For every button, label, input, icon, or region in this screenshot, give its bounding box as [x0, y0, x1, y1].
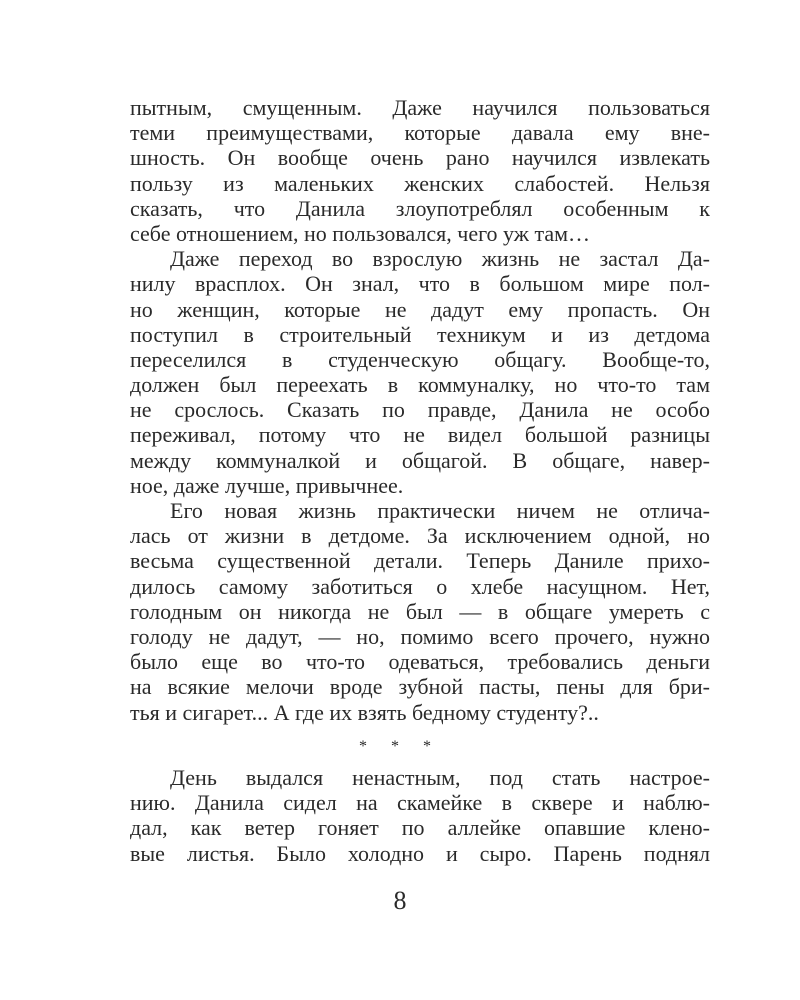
text-line: ное, даже лучше, привычнее. [130, 472, 404, 498]
text-block-main [130, 95, 710, 725]
text-line: себе отношением, но пользовался, чего уж там… [130, 220, 591, 246]
text-line: лась от жизни в детдоме. За исключением одной, но [130, 523, 710, 549]
text-line: весьма существенной детали. Теперь Даниле прихо- [130, 548, 710, 574]
text-line: переселился в студенческую общагу. Вообще-то, [130, 346, 710, 372]
text-line: поступил в строительный техникум и из детдома [130, 321, 710, 347]
text-line: пользу из маленьких женских слабостей. Нельзя [130, 170, 710, 196]
section-separator: * * * [359, 738, 441, 755]
text-line: сказать, что Данила злоупотреблял особенным к [130, 195, 710, 221]
text-line: теми преимуществами, которые давала ему вне- [130, 120, 710, 146]
text-line: переживал, потому что не видел большой разницы [130, 422, 710, 448]
text-line: на всякие мелочи вроде зубной пасты, пены для бри- [130, 674, 710, 700]
text-line: нию. Данила сидел на скамейке в сквере и наблю- [130, 790, 710, 816]
text-line: но женщин, которые не дадут ему пропасть. Он [130, 296, 710, 322]
text-line: должен был переехать в коммуналку, но что-то там [130, 372, 710, 398]
text-line: тья и сигарет... А где их взять бедному студенту?.. [130, 699, 599, 725]
text-line: между коммуналкой и общагой. В общаге, навер- [130, 447, 710, 473]
text-line: вые листья. Было холодно и сыро. Парень поднял [130, 840, 710, 866]
text-line: дал, как ветер гоняет по аллейке опавшие клено- [130, 815, 710, 841]
text-line: голоду не дадут, — но, помимо всего прочего, нужно [130, 623, 710, 649]
text-line: нилу врасплох. Он знал, что в большом мире пол- [130, 271, 710, 297]
text-line: пытным, смущенным. Даже научился пользоваться [130, 95, 710, 120]
text-line: голодным он никогда не был — в общаге умереть с [130, 598, 710, 624]
text-block-new-section [130, 765, 710, 866]
text-line: не срослось. Сказать по правде, Данила не особо [130, 397, 710, 423]
text-line: Его новая жизнь практически ничем не отлича- [170, 498, 710, 523]
text-line: Даже переход во взрослую жизнь не застал Да- [170, 246, 710, 272]
text-line: шность. Он вообще очень рано научился извлекать [130, 145, 710, 171]
text-line: дилось самому заботиться о хлебе насущном. Нет, [130, 573, 710, 599]
page-number: 8 [393, 886, 407, 915]
text-line: День выдался ненастным, под стать настрое- [170, 765, 710, 790]
text-line: было еще во что-то одеваться, требовались деньги [130, 649, 710, 675]
